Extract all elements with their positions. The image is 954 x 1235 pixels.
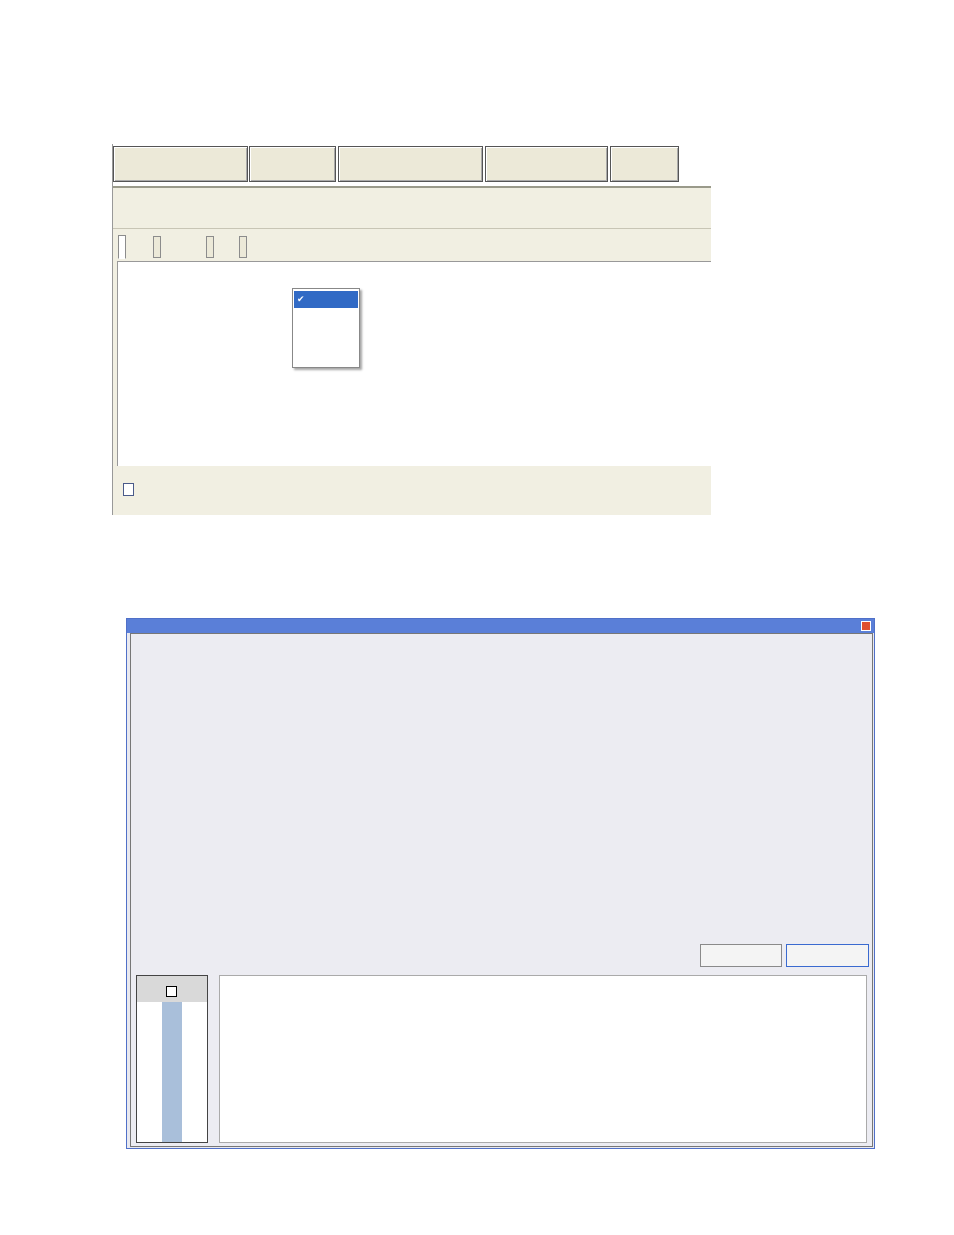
multi-beat-window	[126, 618, 875, 1149]
ecg-strip[interactable]	[219, 975, 867, 1143]
menu-item-normal[interactable]	[294, 291, 358, 308]
tab-paced[interactable]	[206, 236, 214, 258]
sve-only-checkbox[interactable]	[123, 483, 134, 496]
tab-normal[interactable]	[118, 235, 126, 259]
thumbnail-ecg-trace	[137, 976, 207, 1142]
forms-review-title	[113, 190, 711, 226]
ecg-strip-trace	[220, 976, 866, 1142]
forms-area	[117, 261, 711, 466]
title-divider	[113, 228, 711, 229]
menu-item-venticular[interactable]	[294, 310, 358, 327]
forms-review-window	[112, 144, 711, 515]
next-button[interactable]	[786, 944, 869, 967]
close-button[interactable]	[610, 146, 679, 182]
toolbar	[113, 144, 711, 188]
previous-button[interactable]	[700, 944, 782, 967]
tab-venticulars[interactable]	[153, 236, 161, 258]
summary-preview-button[interactable]	[113, 146, 248, 182]
window-close-icon[interactable]	[861, 621, 871, 631]
forms-button[interactable]	[249, 146, 336, 182]
menu-item-artifact[interactable]	[294, 347, 358, 364]
full-disclosure-button[interactable]	[485, 146, 608, 182]
form-thumbnail[interactable]	[136, 975, 208, 1143]
window-titlebar	[127, 619, 874, 633]
menu-item-paced[interactable]	[294, 329, 358, 346]
check-icon: ✔	[297, 294, 305, 304]
tab-artifact[interactable]	[239, 236, 247, 258]
form-type-context-menu	[292, 288, 360, 368]
arrhythmia-review-button[interactable]	[338, 146, 483, 182]
